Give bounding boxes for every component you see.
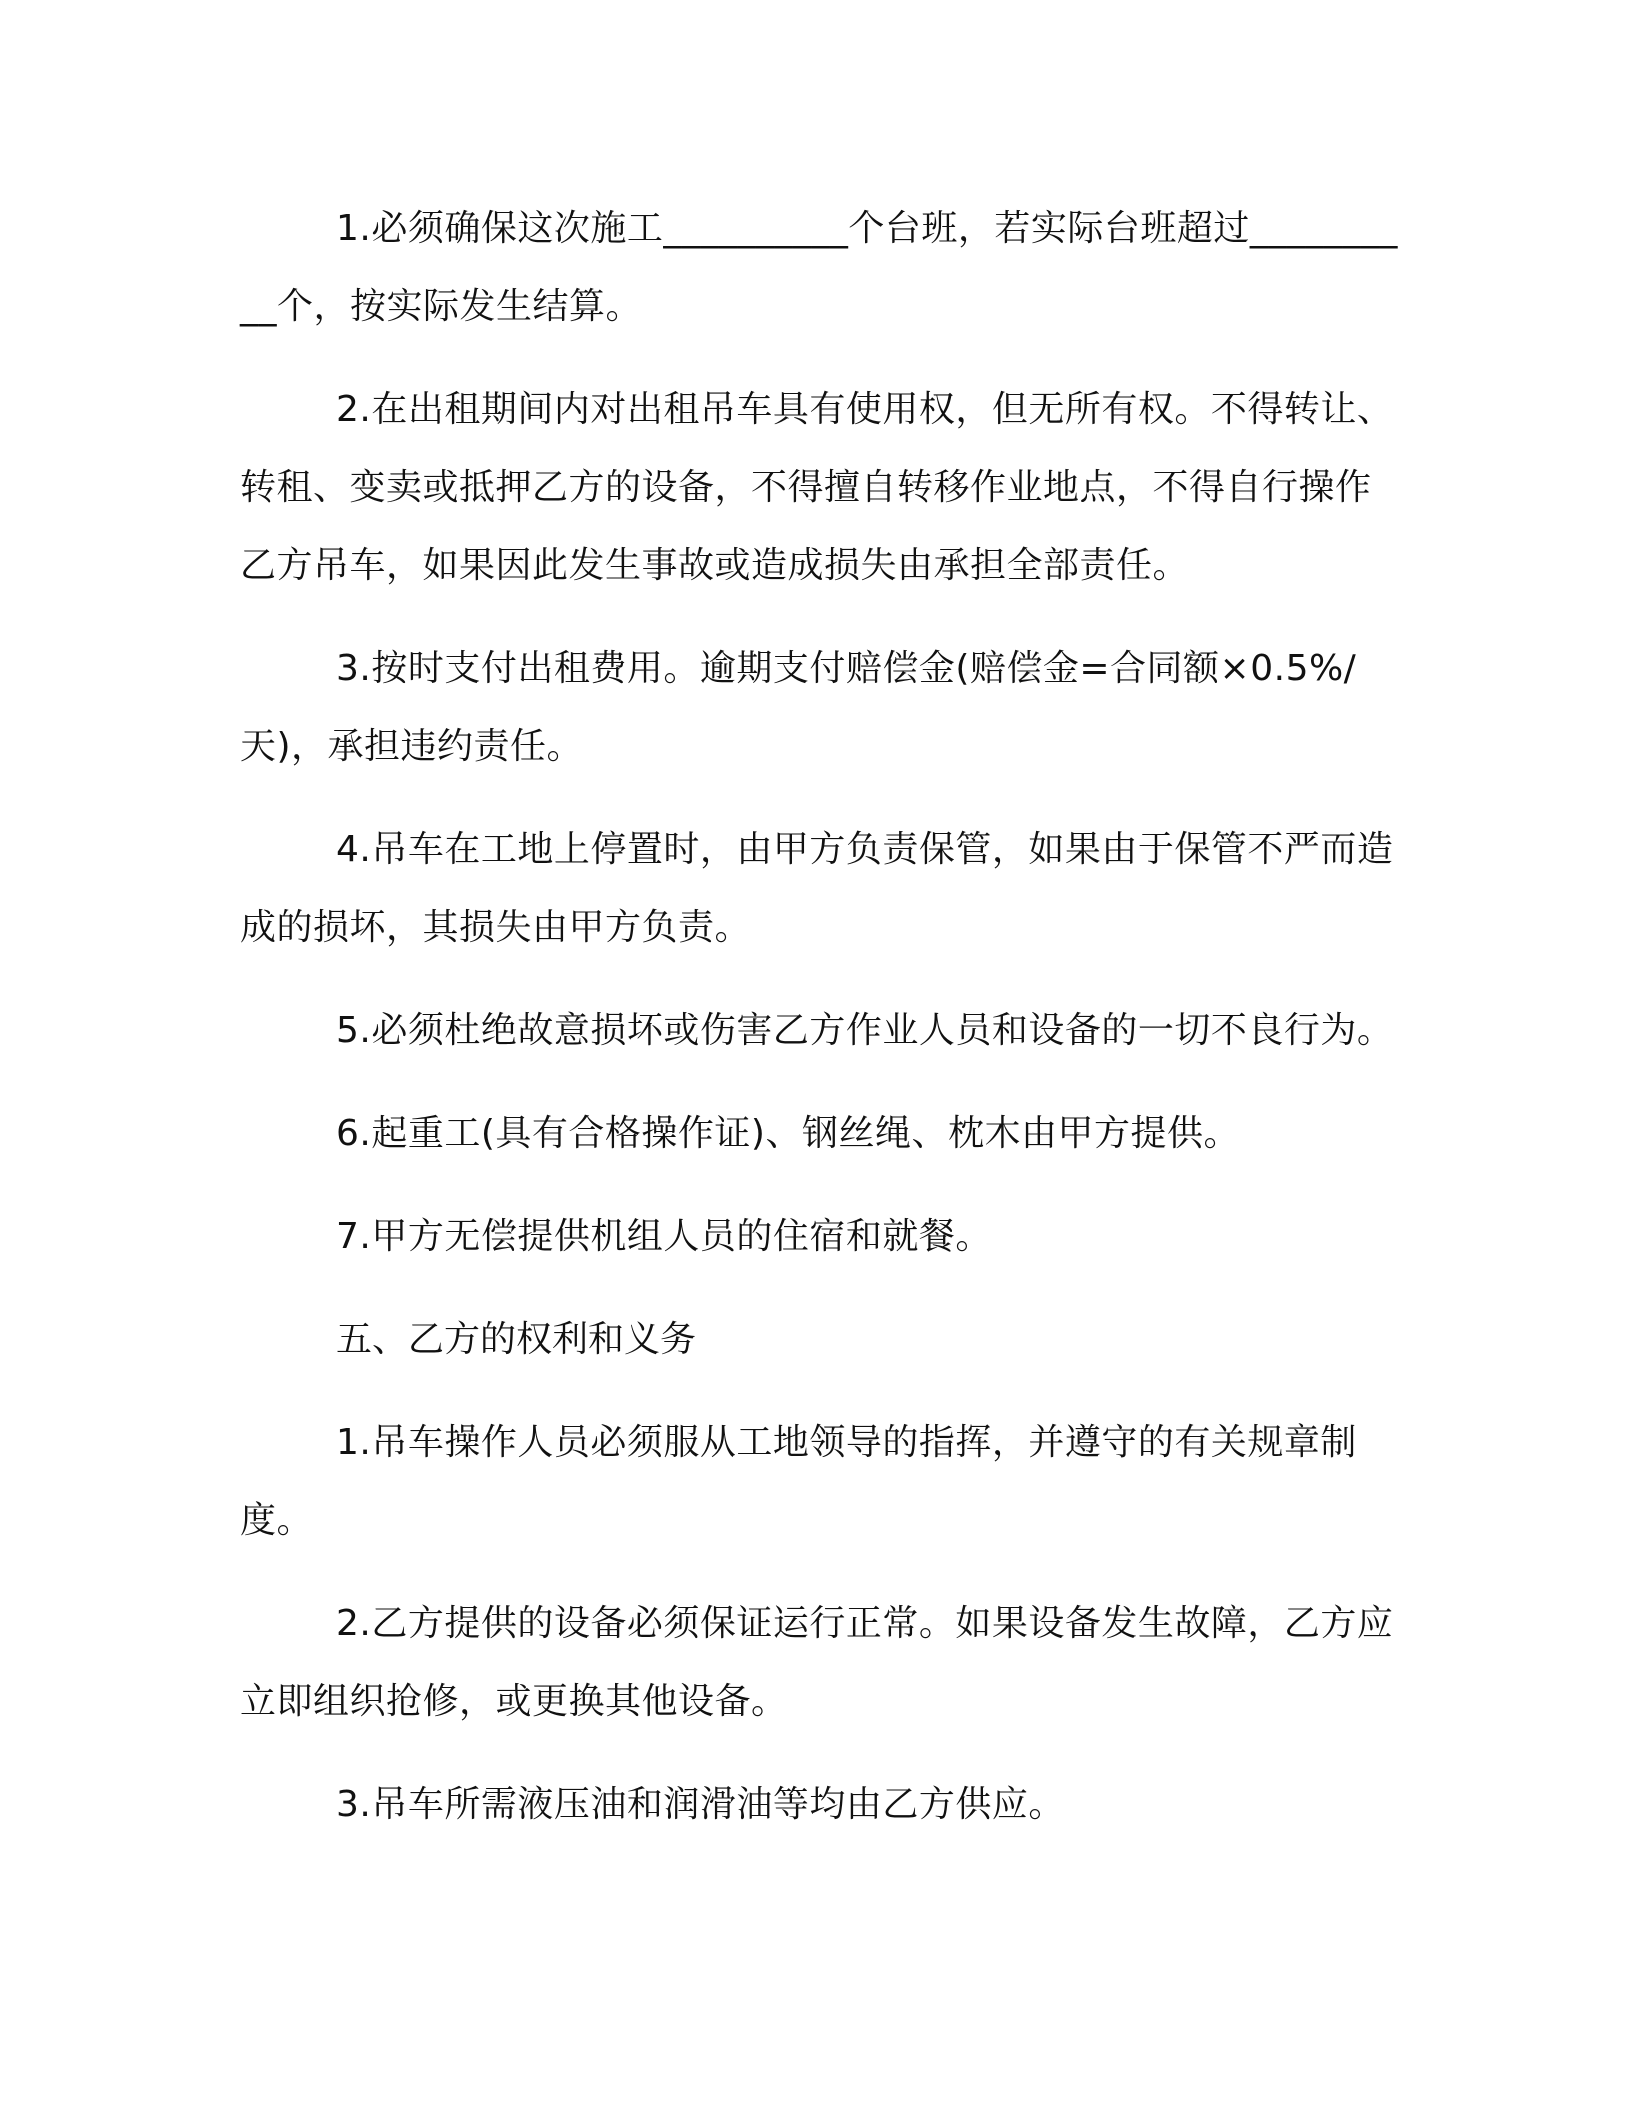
- paragraph-2: 2.在出租期间内对出租吊车具有使用权，但无所有权。不得转让、转租、变卖或抵押乙方的设备，不得擅自转移作业地点，不得自行操作乙方吊车，如果因此发生事故或造成损失由承担全部责任。: [240, 389, 1394, 586]
- paragraph-1: 1.必须确保这次施工__________个台班，若实际台班超过__________个，按实际发生结算。: [240, 208, 1398, 327]
- paragraph-5: 5.必须杜绝故意损坏或伤害乙方作业人员和设备的一切不良行为。: [336, 1010, 1394, 1051]
- section-heading: 五、乙方的权利和义务: [336, 1319, 697, 1360]
- section-paragraph-1: 1.吊车操作人员必须服从工地领导的指挥，并遵守的有关规章制度。: [240, 1422, 1357, 1541]
- paragraph-4: 4.吊车在工地上停置时，由甲方负责保管，如果由于保管不严而造成的损坏，其损失由甲方负责。: [240, 829, 1394, 948]
- section-paragraph-2: 2.乙方提供的设备必须保证运行正常。如果设备发生故障，乙方应立即组织抢修，或更换其他设备。: [240, 1603, 1394, 1722]
- section-paragraph-3: 3.吊车所需液压油和润滑油等均由乙方供应。: [336, 1784, 1065, 1825]
- document-body: [240, 190, 1400, 1869]
- paragraph-7: 7.甲方无偿提供机组人员的住宿和就餐。: [336, 1216, 992, 1257]
- paragraph-6: 6.起重工(具有合格操作证)、钢丝绳、枕木由甲方提供。: [336, 1113, 1240, 1154]
- paragraph-3: 3.按时支付出租费用。逾期支付赔偿金(赔偿金=合同额×0.5%/天)，承担违约责任。: [240, 648, 1357, 767]
